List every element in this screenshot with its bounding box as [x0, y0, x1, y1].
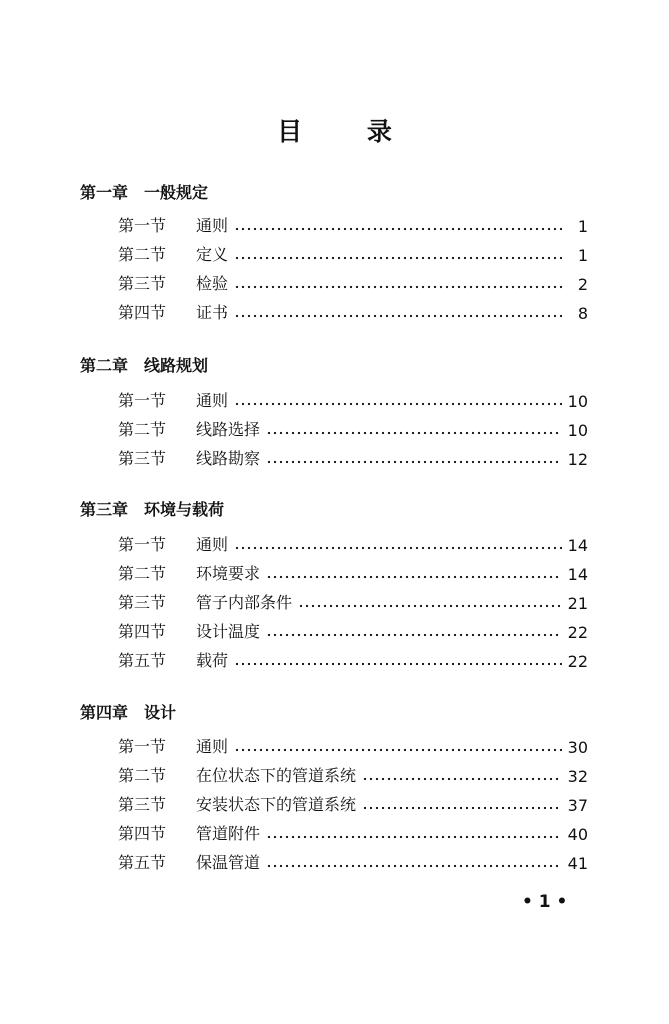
page-number: 1 — [577, 217, 588, 236]
section-number: 第四节 — [118, 824, 167, 843]
chapter-heading-2 — [80, 353, 208, 376]
chapter-heading-1 — [80, 180, 208, 203]
dot-leader — [266, 460, 562, 464]
section-title: 设计温度 — [196, 622, 261, 641]
chapter-number: 第三章 — [80, 500, 129, 519]
dot-leader — [234, 748, 562, 752]
dot-leader — [234, 402, 562, 406]
dot-leader — [234, 227, 562, 231]
toc-entry[interactable] — [118, 851, 588, 873]
section-title: 线路选择 — [196, 420, 261, 439]
dot-leader — [234, 285, 562, 289]
page-number: 1 — [577, 246, 588, 265]
toc-entry[interactable] — [118, 447, 588, 469]
chapter-name: 环境与载荷 — [144, 500, 225, 519]
section-title: 在位状态下的管道系统 — [196, 766, 357, 785]
chapter-number: 第四章 — [80, 703, 129, 722]
section-number: 第三节 — [118, 795, 167, 814]
dot-leader — [234, 314, 562, 318]
chapter-heading-4 — [80, 700, 176, 723]
dot-leader — [234, 256, 562, 260]
toc-entry[interactable] — [118, 793, 588, 815]
toc-entry[interactable] — [118, 649, 588, 671]
section-number: 第一节 — [118, 216, 167, 235]
chapter-name: 一般规定 — [144, 183, 209, 202]
page-number: 37 — [567, 796, 588, 815]
page-number: 10 — [567, 421, 588, 440]
toc-entry[interactable] — [118, 764, 588, 786]
toc-entry[interactable] — [118, 735, 588, 757]
section-number: 第二节 — [118, 420, 167, 439]
section-title: 通则 — [196, 535, 229, 554]
dot-leader — [266, 864, 562, 868]
section-number: 第二节 — [118, 245, 167, 264]
dot-leader — [266, 835, 562, 839]
toc-entry[interactable] — [118, 620, 588, 642]
toc-entry[interactable] — [118, 562, 588, 584]
section-title: 通则 — [196, 391, 229, 410]
dot-leader — [266, 633, 562, 637]
toc-entry[interactable] — [118, 533, 588, 555]
page-number: 12 — [567, 450, 588, 469]
chapter-heading-3 — [80, 497, 224, 520]
dot-leader — [234, 546, 562, 550]
chapter-name: 设计 — [144, 703, 177, 722]
page-number: 2 — [577, 275, 588, 294]
folio-page-number: • 1 • — [522, 892, 568, 912]
page-number: 22 — [567, 623, 588, 642]
page-title: 目 录 — [277, 117, 420, 146]
section-number: 第一节 — [118, 737, 167, 756]
toc-entry[interactable] — [118, 272, 588, 294]
dot-leader — [266, 431, 562, 435]
page-number: 32 — [567, 767, 588, 786]
section-title: 保温管道 — [196, 853, 261, 872]
section-number: 第四节 — [118, 303, 167, 322]
section-title: 安装状态下的管道系统 — [196, 795, 357, 814]
toc-entry[interactable] — [118, 418, 588, 440]
toc-entry[interactable] — [118, 214, 588, 236]
chapter-number: 第一章 — [80, 183, 129, 202]
dot-leader — [362, 806, 562, 810]
dot-leader — [362, 777, 562, 781]
toc-entry[interactable] — [118, 591, 588, 613]
section-number: 第一节 — [118, 535, 167, 554]
section-number: 第五节 — [118, 853, 167, 872]
chapter-number: 第二章 — [80, 356, 129, 375]
section-number: 第三节 — [118, 593, 167, 612]
page-number: 30 — [567, 738, 588, 757]
page-number: 21 — [567, 594, 588, 613]
dot-leader — [234, 662, 562, 666]
section-title: 通则 — [196, 737, 229, 756]
section-title: 证书 — [196, 303, 229, 322]
section-title: 管道附件 — [196, 824, 261, 843]
section-number: 第五节 — [118, 651, 167, 670]
page-number: 41 — [567, 854, 588, 873]
section-number: 第二节 — [118, 564, 167, 583]
section-title: 环境要求 — [196, 564, 261, 583]
section-number: 第一节 — [118, 391, 167, 410]
page-number: 22 — [567, 652, 588, 671]
section-title: 线路勘察 — [196, 449, 261, 468]
section-title: 载荷 — [196, 651, 229, 670]
toc-entry[interactable] — [118, 389, 588, 411]
page-number: 14 — [567, 565, 588, 584]
dot-leader — [266, 575, 562, 579]
dot-leader — [298, 604, 562, 608]
section-title: 管子内部条件 — [196, 593, 293, 612]
page-number: 40 — [567, 825, 588, 844]
section-title: 检验 — [196, 274, 229, 293]
toc-entry[interactable] — [118, 243, 588, 265]
page-number: 10 — [567, 392, 588, 411]
page-number: 8 — [577, 304, 588, 323]
toc-entry[interactable] — [118, 301, 588, 323]
section-number: 第四节 — [118, 622, 167, 641]
chapter-name: 线路规划 — [144, 356, 209, 375]
toc-entry[interactable] — [118, 822, 588, 844]
page-number: 14 — [567, 536, 588, 555]
section-number: 第二节 — [118, 766, 167, 785]
section-number: 第三节 — [118, 274, 167, 293]
section-title: 定义 — [196, 245, 229, 264]
section-title: 通则 — [196, 216, 229, 235]
section-number: 第三节 — [118, 449, 167, 468]
